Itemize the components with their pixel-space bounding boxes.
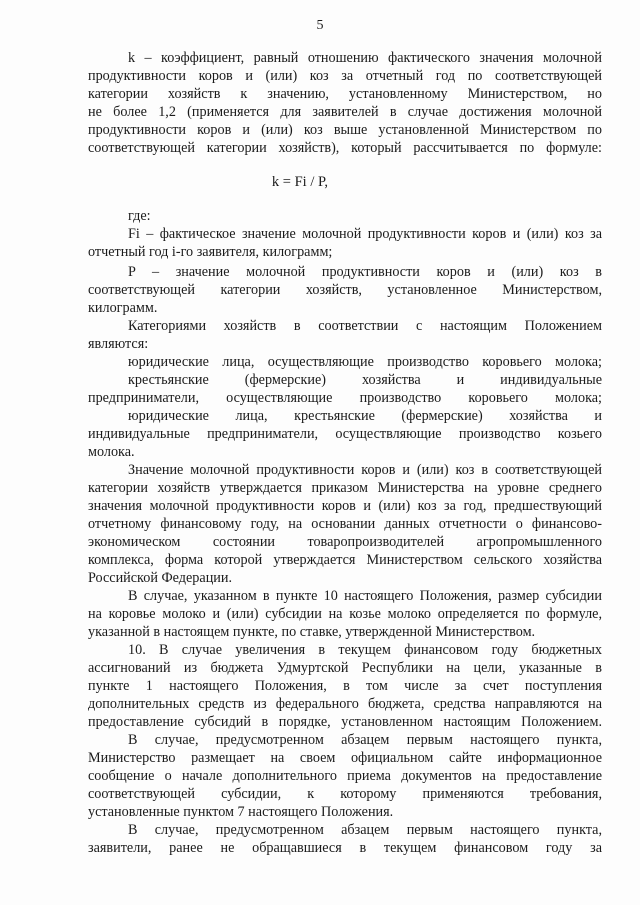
text-line: Fi – фактическое значение молочной продуктивности коров и (или) коз за	[128, 226, 602, 242]
text-line: продуктивности коров и (или) коз за отчетный год по соответствующей	[88, 68, 602, 84]
text-line: молока.	[88, 444, 135, 460]
text-line: индивидуальные предприниматели, осуществляющие производство козьего	[88, 426, 602, 442]
text-line: ассигнований из бюджета Удмуртской Республики на цели, указанные в	[88, 660, 602, 676]
text-line: Министерство размещает на своем официальном сайте информационное	[88, 750, 602, 766]
text-line: юридические лица, крестьянские (фермерские) хозяйства и	[128, 408, 602, 424]
text-line: соответствующей субсидии, к которому применяются требования,	[88, 786, 602, 802]
text-line: килограмм.	[88, 300, 158, 316]
text-line: соответствующей категории хозяйств, установленное Министерством,	[88, 282, 602, 298]
text-line: продуктивности коров и (или) коз выше установленной Министерством по	[88, 122, 602, 138]
text-line: на коровье молоко и (или) субсидии на козье молоко определяется по формуле,	[88, 606, 602, 622]
text-line: крестьянские (фермерские) хозяйства и индивидуальные	[128, 372, 602, 388]
text-line: значения молочной продуктивности коров и (или) коз за год, предшествующий	[88, 498, 602, 514]
text-line: категории хозяйств к значению, установленному Министерством, но	[88, 86, 602, 102]
text-line: отчетному финансовому году, на основании данных отчетности о финансово-	[88, 516, 602, 532]
text-line: комплекса, форма которой утверждается Министерством сельского хозяйства	[88, 552, 602, 568]
text-line: В случае, предусмотренном абзацем первым настоящего пункта,	[128, 822, 602, 838]
text-line: сообщение о начале дополнительного приема документов на предоставление	[88, 768, 602, 784]
text-line: 10. В случае увеличения в текущем финансовом году бюджетных	[128, 642, 602, 658]
text-line: указанной в настоящем пункте, по ставке, утвержденной Министерством.	[88, 624, 536, 640]
text-line: где:	[128, 208, 151, 224]
formula: k = Fi / P,	[271, 174, 329, 190]
text-line: пункте 1 настоящего Положения, в том числе за счет поступления	[88, 678, 602, 694]
text-line: Значение молочной продуктивности коров и (или) коз в соответствующей	[128, 462, 602, 478]
text-line: категории хозяйств утверждается приказом Министерства на уровне среднего	[88, 480, 602, 496]
text-line: заявители, ранее не обращавшиеся в текущем финансовом году за	[88, 840, 602, 856]
text-line: не более 1,2 (применяется для заявителей в случае достижения молочной	[88, 104, 602, 120]
text-line: являются:	[88, 336, 149, 352]
page-number: 5	[316, 18, 324, 33]
text-line: предоставление субсидий в порядке, установленном настоящим Положением.	[88, 714, 602, 730]
text-line: соответствующей категории хозяйств), который рассчитывается по формуле:	[88, 140, 602, 156]
text-line: дополнительных средств из федерального бюджета, средства направляются на	[88, 696, 602, 712]
text-line: установленные пунктом 7 настоящего Положения.	[88, 804, 394, 820]
text-line: k – коэффициент, равный отношению фактического значения молочной	[128, 50, 602, 66]
text-line: В случае, указанном в пункте 10 настоящего Положения, размер субсидии	[128, 588, 602, 604]
text-line: экономическом состоянии товаропроизводителей агропромышленного	[88, 534, 602, 550]
text-line: В случае, предусмотренном абзацем первым настоящего пункта,	[128, 732, 602, 748]
text-line: P – значение молочной продуктивности коров и (или) коз в	[128, 264, 602, 280]
text-line: предприниматели, осуществляющие производство коровьего молока;	[88, 390, 602, 406]
text-line: Российской Федерации.	[88, 570, 233, 586]
text-line: юридические лица, осуществляющие производство коровьего молока;	[128, 354, 602, 370]
text-line: Категориями хозяйств в соответствии с настоящим Положением	[128, 318, 602, 334]
text-line: отчетный год i-го заявителя, килограмм;	[88, 244, 333, 260]
